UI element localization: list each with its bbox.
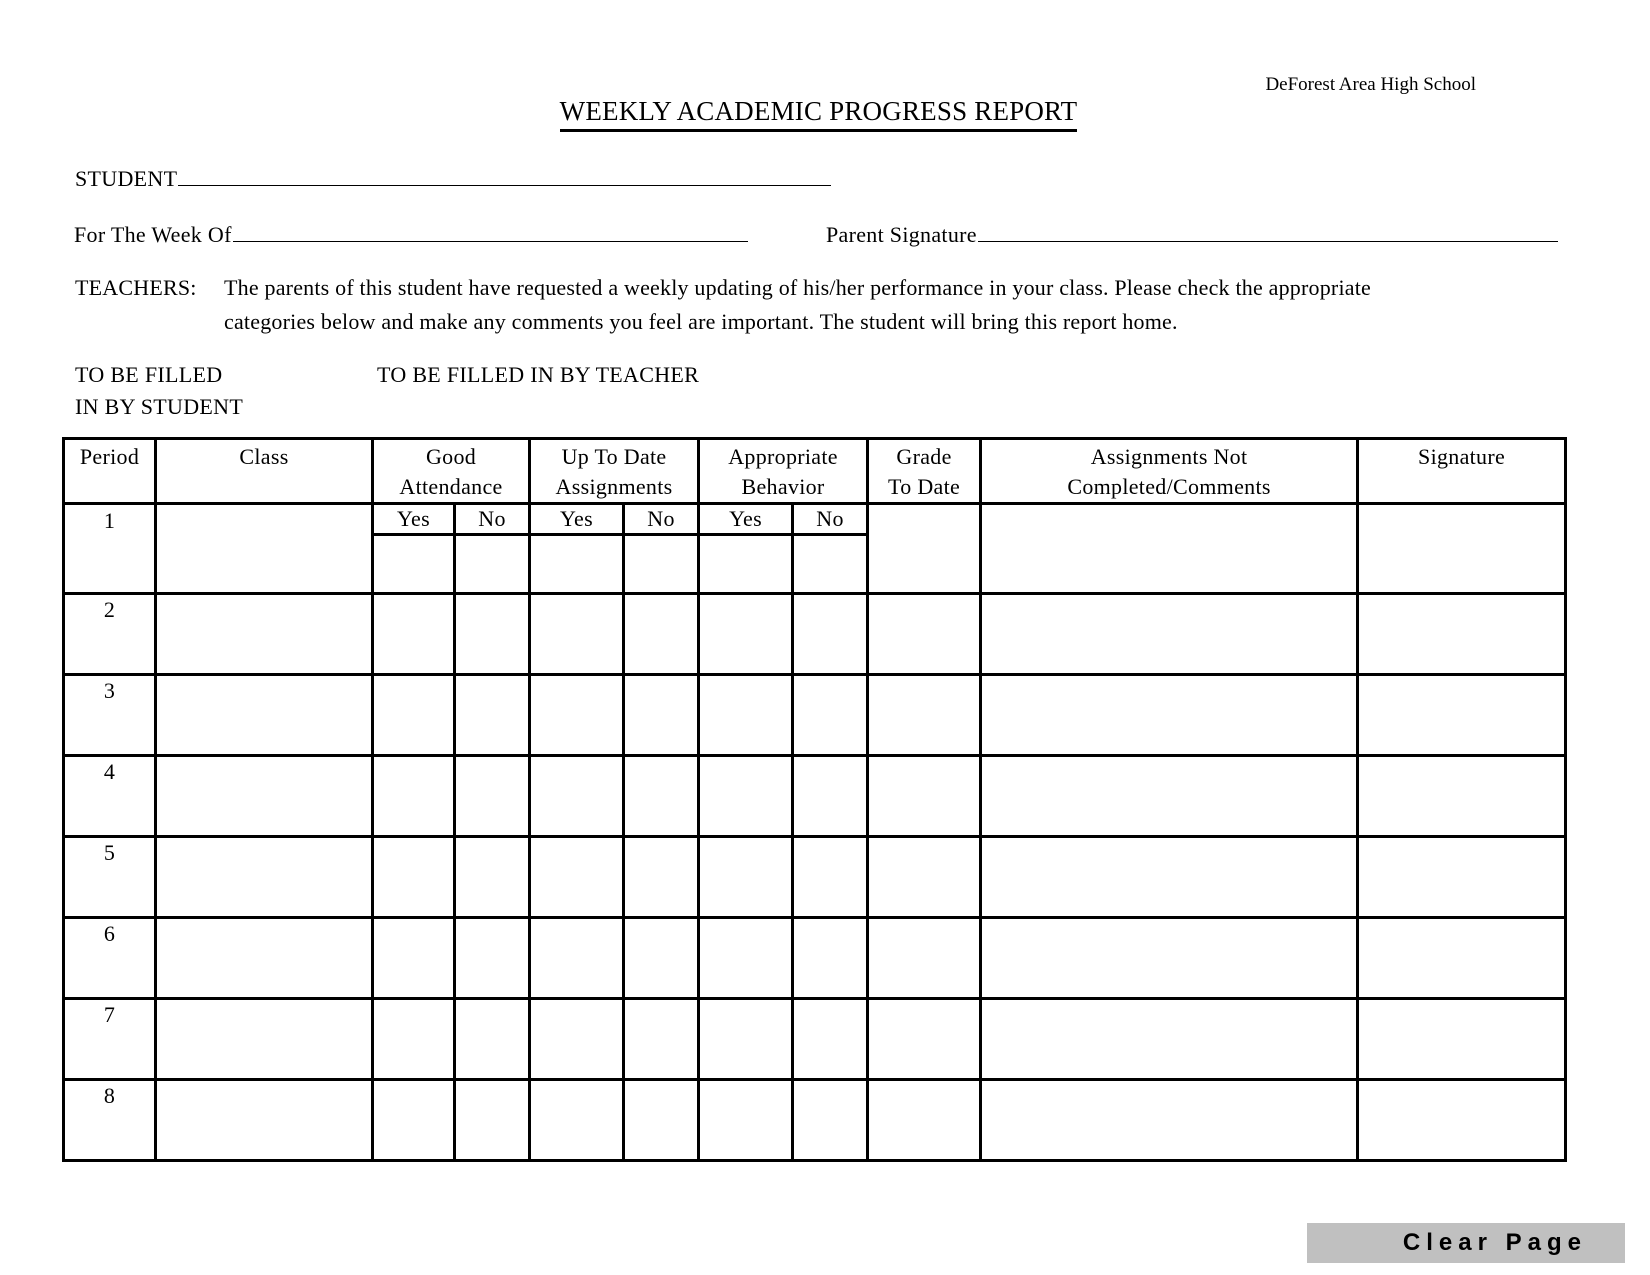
- signature-cell[interactable]: [1358, 1080, 1566, 1161]
- assignments-no-cell[interactable]: [624, 918, 699, 999]
- grade-cell[interactable]: [868, 918, 981, 999]
- behavior-no-cell[interactable]: [793, 1080, 868, 1161]
- class-cell[interactable]: [156, 675, 373, 756]
- behavior-no-cell[interactable]: [793, 675, 868, 756]
- assignments-yes-cell[interactable]: [530, 837, 624, 918]
- attendance-no-cell[interactable]: [455, 594, 530, 675]
- behavior-yes-cell[interactable]: [699, 535, 793, 594]
- parent-signature-field[interactable]: [826, 222, 1558, 248]
- report-title: [0, 96, 1650, 132]
- behavior-no-cell[interactable]: [793, 756, 868, 837]
- header-comments-line1: Assignments Not: [1090, 444, 1248, 469]
- attendance-yes-cell[interactable]: [373, 594, 455, 675]
- clear-page-button[interactable]: Clear Page: [1307, 1223, 1625, 1263]
- table-row: [64, 756, 1566, 837]
- signature-cell[interactable]: [1358, 999, 1566, 1080]
- report-title-text: WEEKLY ACADEMIC PROGRESS REPORT: [560, 96, 1078, 132]
- class-cell[interactable]: [156, 756, 373, 837]
- teachers-note-label: TEACHERS:: [75, 275, 197, 300]
- assignments-yes-cell[interactable]: [530, 918, 624, 999]
- week-input-line[interactable]: [233, 240, 748, 242]
- behavior-yes-label: Yes: [699, 504, 793, 535]
- student-section-label: [75, 359, 243, 423]
- header-attendance-line1: Good: [425, 444, 477, 469]
- class-cell[interactable]: [156, 594, 373, 675]
- table-row: [64, 1080, 1566, 1161]
- comments-cell[interactable]: [981, 999, 1358, 1080]
- header-period-text: Period: [79, 444, 140, 469]
- assignments-yes-cell[interactable]: [530, 756, 624, 837]
- header-comments-line2: Completed/Comments: [1067, 474, 1271, 499]
- grade-cell[interactable]: [868, 837, 981, 918]
- behavior-yes-cell[interactable]: [699, 837, 793, 918]
- comments-cell[interactable]: [981, 756, 1358, 837]
- table-row: [64, 999, 1566, 1080]
- signature-cell[interactable]: [1358, 594, 1566, 675]
- attendance-no-cell[interactable]: [455, 535, 530, 594]
- assignments-no-cell[interactable]: [624, 837, 699, 918]
- attendance-no-cell[interactable]: [455, 756, 530, 837]
- behavior-no-cell[interactable]: [793, 918, 868, 999]
- table-row: [64, 837, 1566, 918]
- behavior-no-cell[interactable]: [793, 594, 868, 675]
- header-attendance: [373, 439, 530, 504]
- period-number: 4: [64, 756, 156, 837]
- progress-table: [62, 437, 1567, 1162]
- class-cell[interactable]: [156, 999, 373, 1080]
- assignments-no-cell[interactable]: [624, 756, 699, 837]
- period-number: 1: [64, 504, 156, 594]
- table-row: [64, 918, 1566, 999]
- assignments-no-cell[interactable]: [624, 1080, 699, 1161]
- period-number: 2: [64, 594, 156, 675]
- signature-cell[interactable]: [1358, 504, 1566, 594]
- behavior-no-cell[interactable]: [793, 837, 868, 918]
- grade-cell[interactable]: [868, 756, 981, 837]
- signature-cell[interactable]: [1358, 675, 1566, 756]
- table-row: [64, 594, 1566, 675]
- assignments-yes-cell[interactable]: [530, 535, 624, 594]
- attendance-no-cell[interactable]: [455, 1080, 530, 1161]
- header-class: [156, 439, 373, 504]
- attendance-no-label: No: [455, 504, 530, 535]
- attendance-no-cell[interactable]: [455, 999, 530, 1080]
- teachers-note-line1: The parents of this student have requested a weekly updating of his/her performance in your class. Please check the appropriate: [224, 275, 1372, 300]
- student-input-line[interactable]: [178, 184, 831, 186]
- attendance-yes-cell[interactable]: [373, 756, 455, 837]
- student-section-line1: TO BE FILLED: [75, 362, 223, 387]
- teachers-note-line2: categories below and make any comments you feel are important. The student will bring this report home.: [224, 309, 1178, 334]
- student-label: STUDENT: [75, 166, 178, 191]
- attendance-yes-cell[interactable]: [373, 535, 455, 594]
- parent-signature-label: Parent Signature: [826, 222, 977, 247]
- teacher-section-label: TO BE FILLED IN BY TEACHER: [377, 362, 700, 387]
- week-field[interactable]: [74, 222, 748, 248]
- behavior-yes-cell[interactable]: [699, 1080, 793, 1161]
- signature-cell[interactable]: [1358, 837, 1566, 918]
- attendance-yes-cell[interactable]: [373, 675, 455, 756]
- assignments-yes-cell[interactable]: [530, 999, 624, 1080]
- table-row: [64, 675, 1566, 756]
- behavior-yes-cell[interactable]: [699, 594, 793, 675]
- period-number: 5: [64, 837, 156, 918]
- period-number: 8: [64, 1080, 156, 1161]
- header-behavior-line1: Appropriate: [728, 444, 838, 469]
- header-assignments-line2: Assignments: [555, 474, 673, 499]
- header-signature: [1358, 439, 1566, 504]
- behavior-yes-cell[interactable]: [699, 918, 793, 999]
- behavior-yes-cell[interactable]: [699, 675, 793, 756]
- comments-cell[interactable]: [981, 504, 1358, 594]
- header-grade: [868, 439, 981, 504]
- header-behavior: [699, 439, 868, 504]
- student-field[interactable]: [75, 166, 831, 192]
- assignments-no-cell[interactable]: [624, 594, 699, 675]
- header-class-text: Class: [239, 444, 289, 469]
- header-attendance-line2: Attendance: [399, 474, 503, 499]
- assignments-no-cell[interactable]: [624, 535, 699, 594]
- header-grade-line2: To Date: [888, 474, 961, 499]
- teachers-note: [75, 275, 1371, 335]
- grade-cell[interactable]: [868, 1080, 981, 1161]
- signature-cell[interactable]: [1358, 918, 1566, 999]
- class-cell[interactable]: [156, 837, 373, 918]
- class-cell[interactable]: [156, 1080, 373, 1161]
- attendance-yes-cell[interactable]: [373, 918, 455, 999]
- attendance-no-cell[interactable]: [455, 837, 530, 918]
- header-period: [64, 439, 156, 504]
- week-label: For The Week Of: [74, 222, 232, 247]
- header-comments: [981, 439, 1358, 504]
- grade-cell[interactable]: [868, 504, 981, 594]
- comments-cell[interactable]: [981, 594, 1358, 675]
- behavior-no-cell[interactable]: [793, 999, 868, 1080]
- comments-cell[interactable]: [981, 837, 1358, 918]
- parent-signature-line[interactable]: [978, 240, 1558, 242]
- class-cell[interactable]: [156, 918, 373, 999]
- class-cell[interactable]: [156, 504, 373, 594]
- attendance-yes-cell[interactable]: [373, 999, 455, 1080]
- header-signature-text: Signature: [1418, 444, 1506, 469]
- behavior-no-label: No: [793, 504, 868, 535]
- grade-cell[interactable]: [868, 594, 981, 675]
- behavior-yes-cell[interactable]: [699, 756, 793, 837]
- attendance-yes-cell[interactable]: [373, 837, 455, 918]
- assignments-no-cell[interactable]: [624, 675, 699, 756]
- behavior-yes-cell[interactable]: [699, 999, 793, 1080]
- comments-cell[interactable]: [981, 675, 1358, 756]
- attendance-no-cell[interactable]: [455, 918, 530, 999]
- behavior-no-cell[interactable]: [793, 535, 868, 594]
- assignments-yes-cell[interactable]: [530, 675, 624, 756]
- grade-cell[interactable]: [868, 999, 981, 1080]
- school-name: DeForest Area High School: [1265, 74, 1476, 95]
- attendance-no-cell[interactable]: [455, 675, 530, 756]
- signature-cell[interactable]: [1358, 756, 1566, 837]
- attendance-yes-label: Yes: [373, 504, 455, 535]
- period-number: 3: [64, 675, 156, 756]
- assignments-yes-label: Yes: [530, 504, 624, 535]
- student-section-line2: IN BY STUDENT: [75, 394, 244, 419]
- comments-cell[interactable]: [981, 918, 1358, 999]
- assignments-yes-cell[interactable]: [530, 594, 624, 675]
- grade-cell[interactable]: [868, 675, 981, 756]
- assignments-yes-cell[interactable]: [530, 1080, 624, 1161]
- header-grade-line1: Grade: [896, 444, 952, 469]
- header-assignments-line1: Up To Date: [561, 444, 667, 469]
- period-number: 6: [64, 918, 156, 999]
- period-number: 7: [64, 999, 156, 1080]
- comments-cell[interactable]: [981, 1080, 1358, 1161]
- header-assignments: [530, 439, 699, 504]
- attendance-yes-cell[interactable]: [373, 1080, 455, 1161]
- assignments-no-cell[interactable]: [624, 999, 699, 1080]
- assignments-no-label: No: [624, 504, 699, 535]
- header-behavior-line2: Behavior: [741, 474, 825, 499]
